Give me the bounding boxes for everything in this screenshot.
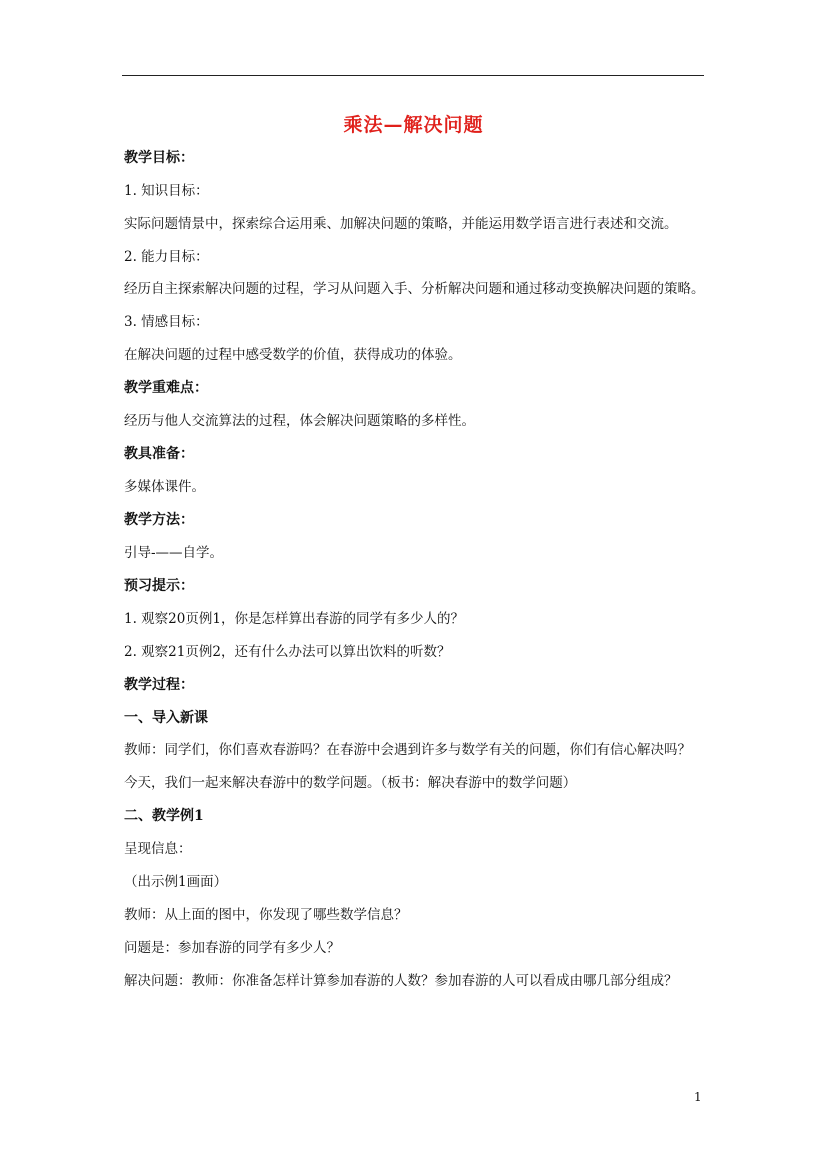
paragraph-line: 经历自主探索解决问题的过程，学习从问题入手、分析解决问题和通过移动变换解决问题的策略。 bbox=[124, 281, 705, 297]
paragraph-line: 实际问题情景中，探索综合运用乘、加解决问题的策略，并能运用数学语言进行表述和交流。 bbox=[124, 216, 678, 232]
paragraph-line: （出示例1画面） bbox=[124, 874, 228, 890]
paragraph-line: 1. 观察20页例1，你是怎样算出春游的同学有多少人的？ bbox=[124, 611, 464, 627]
section-heading: 教学重难点： bbox=[124, 380, 208, 396]
paragraph-line: 2. 观察21页例2，还有什么办法可以算出饮料的听数？ bbox=[124, 644, 451, 660]
document-body bbox=[124, 148, 709, 1004]
paragraph-line: 在解决问题的过程中感受数学的价值，获得成功的体验。 bbox=[124, 347, 462, 363]
header-rule bbox=[122, 75, 704, 76]
paragraph-line: 3. 情感目标： bbox=[124, 314, 209, 330]
paragraph-line: 多媒体课件。 bbox=[124, 479, 205, 495]
paragraph-line: 1. 知识目标： bbox=[124, 183, 209, 199]
paragraph-line: 呈现信息： bbox=[124, 841, 192, 857]
paragraph-line: 教师：同学们，你们喜欢春游吗？在春游中会遇到许多与数学有关的问题，你们有信心解决吗？ bbox=[124, 742, 691, 758]
section-heading: 预习提示： bbox=[124, 578, 194, 594]
paragraph-line: 经历与他人交流算法的过程，体会解决问题策略的多样性。 bbox=[124, 413, 475, 429]
document-title: 乘法—解决问题 bbox=[343, 114, 484, 136]
paragraph-line: 2. 能力目标： bbox=[124, 249, 209, 265]
section-heading: 一、导入新课 bbox=[124, 710, 208, 726]
paragraph-line: 引导-——自学。 bbox=[124, 545, 224, 561]
section-heading: 二、教学例1 bbox=[124, 808, 204, 824]
page-number: 1 bbox=[694, 1090, 702, 1104]
section-heading: 教具准备： bbox=[124, 446, 194, 462]
section-heading: 教学过程： bbox=[124, 677, 194, 693]
paragraph-line: 教师：从上面的图中，你发现了哪些数学信息？ bbox=[124, 907, 408, 923]
section-heading: 教学目标： bbox=[124, 150, 194, 166]
paragraph-line: 解决问题：教师：你准备怎样计算参加春游的人数？参加春游的人可以看成由哪几部分组成？ bbox=[124, 973, 678, 989]
paragraph-line: 问题是：参加春游的同学有多少人？ bbox=[124, 940, 340, 956]
paragraph-line: 今天，我们一起来解决春游中的数学问题。（板书：解决春游中的数学问题） bbox=[124, 775, 577, 791]
section-heading: 教学方法： bbox=[124, 512, 194, 528]
